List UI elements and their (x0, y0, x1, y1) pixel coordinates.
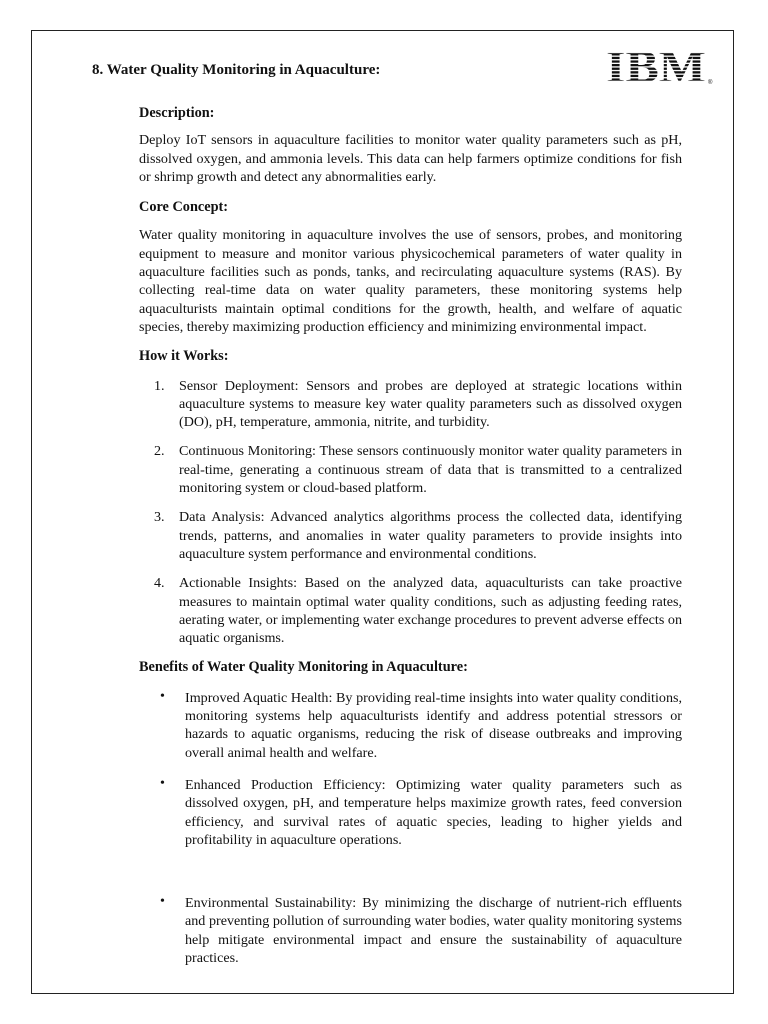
description-text: Deploy IoT sensors in aquaculture facilities to monitor water quality parameters such as pH, dissolved oxygen, and ammonia levels. This data can help farmers optimize conditions for fish or shrimp growth and detect any abnormalities early. (139, 132, 682, 185)
benefit-text: Improved Aquatic Health: By providing real-time insights into water quality conditions, monitoring systems help aquaculturists identify and address potential stressors or hazards to aquatic organisms, reducing the risk of disease outbreaks and improving overall animal health and welfare. (185, 689, 682, 761)
step-number: 3. (154, 509, 165, 526)
registered-mark: ® (708, 80, 713, 86)
step-text: Sensor Deployment: Sensors and probes are deployed at strategic locations within aquaculture systems to measure key water quality parameters such as dissolved oxygen (DO), pH, temperature, ammonia, nitrite, and turbidity. (179, 377, 682, 431)
step-number: 2. (154, 443, 165, 460)
core-concept-heading: Core Concept: (139, 199, 229, 216)
benefit-item (139, 776, 682, 849)
step-item (139, 508, 682, 563)
benefit-text: Environmental Sustainability: By minimizing the discharge of nutrient-rich effluents and preventing pollution of surrounding water bodies, water quality monitoring systems help mitigate environmental impact and ensure the sustainability of aquaculture practices. (185, 895, 682, 966)
ibm-logo (604, 46, 716, 88)
step-item (139, 442, 682, 497)
step-text: Continuous Monitoring: These sensors continuously monitor water quality parameters in real-time, generating a continuous stream of data that is transmitted to a centralized monitoring system or cloud-based platform. (179, 443, 682, 497)
step-number: 4. (154, 575, 165, 592)
description-heading: Description: (139, 105, 215, 121)
page-title: 8. Water Quality Monitoring in Aquaculture: (92, 62, 381, 78)
bullet-icon: • (160, 688, 165, 704)
step-text: Data Analysis: Advanced analytics algorithms process the collected data, identifying trends, patterns, and anomalies in water quality parameters to provide insights into aquaculture system performance and environmental conditions. (179, 509, 682, 562)
step-text: Actionable Insights: Based on the analyzed data, aquaculturists can take proactive measures to maintain optimal water quality conditions, such as adjusting feeding rates, aerating water, or implementing water exchange procedures to prevent adverse effects on aquatic organisms. (179, 575, 682, 647)
bullet-icon: • (160, 894, 165, 910)
how-it-works-heading: How it Works: (139, 348, 229, 365)
step-item (139, 574, 682, 647)
bullet-icon: • (160, 775, 165, 791)
benefits-heading: Benefits of Water Quality Monitoring in Aquaculture: (139, 659, 468, 676)
benefits-list (139, 689, 682, 968)
benefit-item (139, 894, 682, 967)
step-item (139, 377, 682, 432)
document-body (139, 104, 682, 967)
benefit-item (139, 689, 682, 762)
benefit-text: Enhanced Production Efficiency: Optimizing water quality parameters such as dissolved oxygen, pH, and temperature helps maximize growth rates, feed conversion efficiency, and survival rates of aquatic species, leading to higher yields and profitability in aquaculture operations. (185, 776, 682, 848)
steps-list (139, 377, 682, 648)
step-number: 1. (154, 377, 165, 394)
logo-wordmark: IBM (606, 46, 706, 88)
core-concept-text: Water quality monitoring in aquaculture involves the use of sensors, probes, and monitoring equipment to measure and monitor various physicochemical parameters of water quality in aquaculture facilities such as ponds, tanks, and recirculating aquaculture systems (RAS). By collecting real-time data on water quality parameters, these monitoring systems help aquaculturists maintain optimal conditions for the growth, health, and welfare of aquatic species, thereby maximizing production efficiency and minimizing environmental impact. (139, 227, 682, 335)
